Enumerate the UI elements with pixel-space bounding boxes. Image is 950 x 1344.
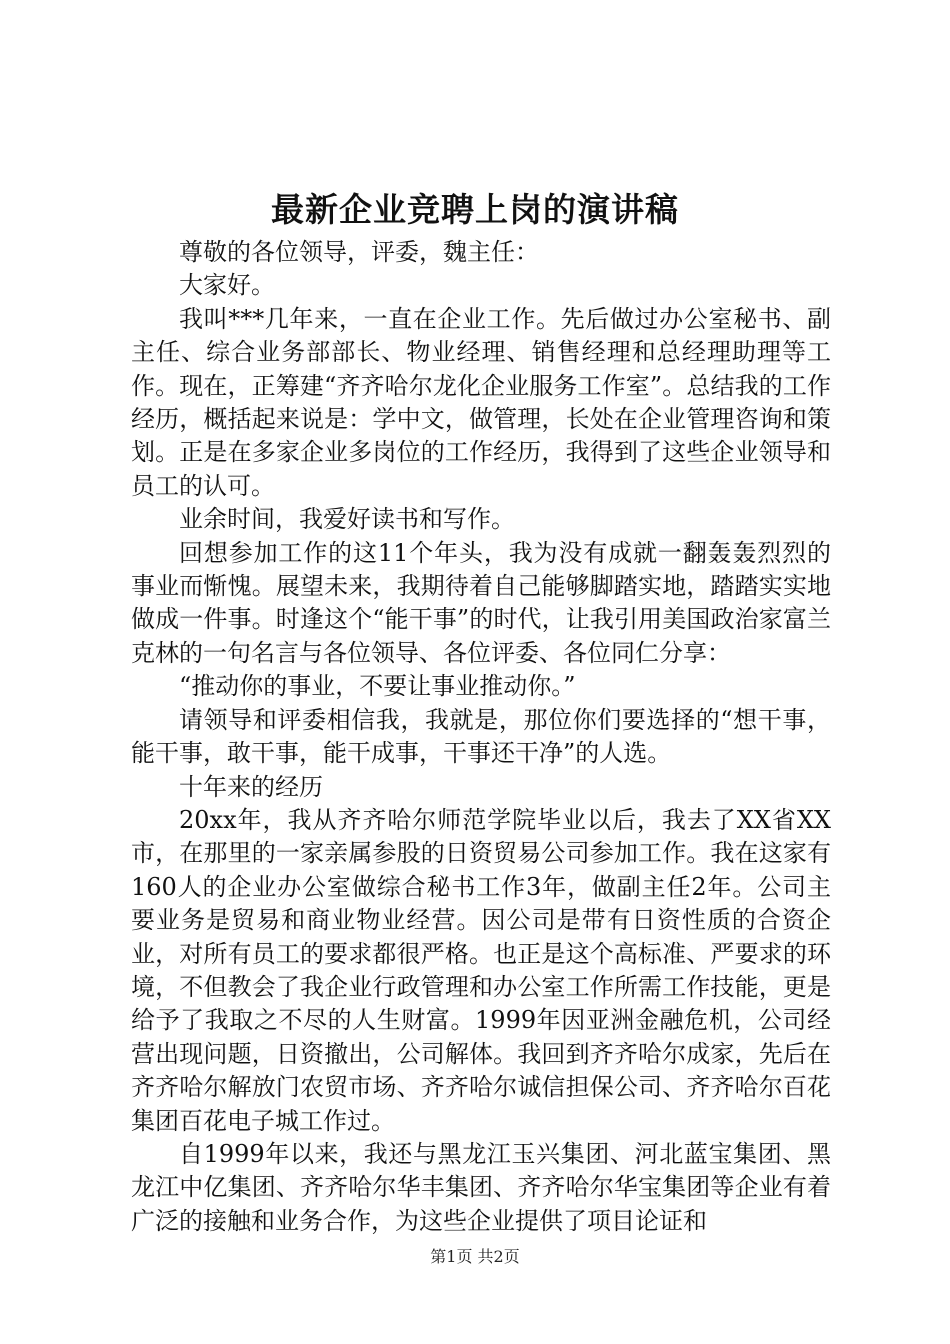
document-title: 最新企业竞聘上岗的演讲稿: [271, 190, 679, 229]
greeting: 大家好。: [179, 271, 275, 300]
section-heading: 十年来的经历: [179, 772, 323, 801]
page-footer: 第1页 共2页: [430, 1247, 520, 1266]
body-paragraph: 我叫***几年来，一直在企业工作。先后做过办公室秘书、副主任、综合业务部部长、物业经理、销售经理和总经理助理等工作。现在，正筹建“齐齐哈尔龙化企业服务工作室”。总结我的工作经历，概括起来说是：学中文，做管理，长处在企业管理咨询和策划。正是在多家企业多岗位的工作经历，我得到了这些企业领导和员工的认可。: [131, 304, 831, 500]
body-paragraph: 业余时间，我爱好读书和写作。: [179, 505, 515, 534]
document-body: [131, 236, 831, 1238]
body-paragraph: 自1999年以来，我还与黑龙江玉兴集团、河北蓝宝集团、黑龙江中亿集团、齐齐哈尔华丰集团、齐齐哈尔华宝集团等企业有着广泛的接触和业务合作，为这些企业提供了项目论证和: [131, 1139, 831, 1235]
body-paragraph: 20xx年，我从齐齐哈尔师范学院毕业以后，我去了XX省XX市，在那里的一家亲属参股的日资贸易公司参加工作。我在这家有160人的企业办公室做综合秘书工作3年，做副主任2年。公司主要业务是贸易和商业物业经营。因公司是带有日资性质的合资企业，对所有员工的要求都很严格。也正是这个高标准、严要求的环境，不但教会了我企业行政管理和办公室工作所需工作技能，更是给予了我取之不尽的人生财富。1999年因亚洲金融危机，公司经营出现问题，日资撤出，公司解体。我回到齐齐哈尔成家，先后在齐齐哈尔解放门农贸市场、齐齐哈尔诚信担保公司、齐齐哈尔百花集团百花电子城工作过。: [131, 805, 831, 1135]
body-paragraph: 回想参加工作的这11个年头，我为没有成就一翻轰轰烈烈的事业而惭愧。展望未来，我期待着自己能够脚踏实地，踏踏实实地做成一件事。时逢这个“能干事”的时代，让我引用美国政治家富兰克林的一句名言与各位领导、各位评委、各位同仁分享：: [131, 538, 831, 667]
body-paragraph: 请领导和评委相信我，我就是，那位你们要选择的“想干事，能干事，敢干事，能干成事，干事还干净”的人选。: [131, 705, 831, 768]
quote-paragraph: “推动你的事业，不要让事业推动你。”: [179, 672, 576, 701]
salutation: 尊敬的各位领导，评委，魏主任：: [179, 238, 539, 266]
